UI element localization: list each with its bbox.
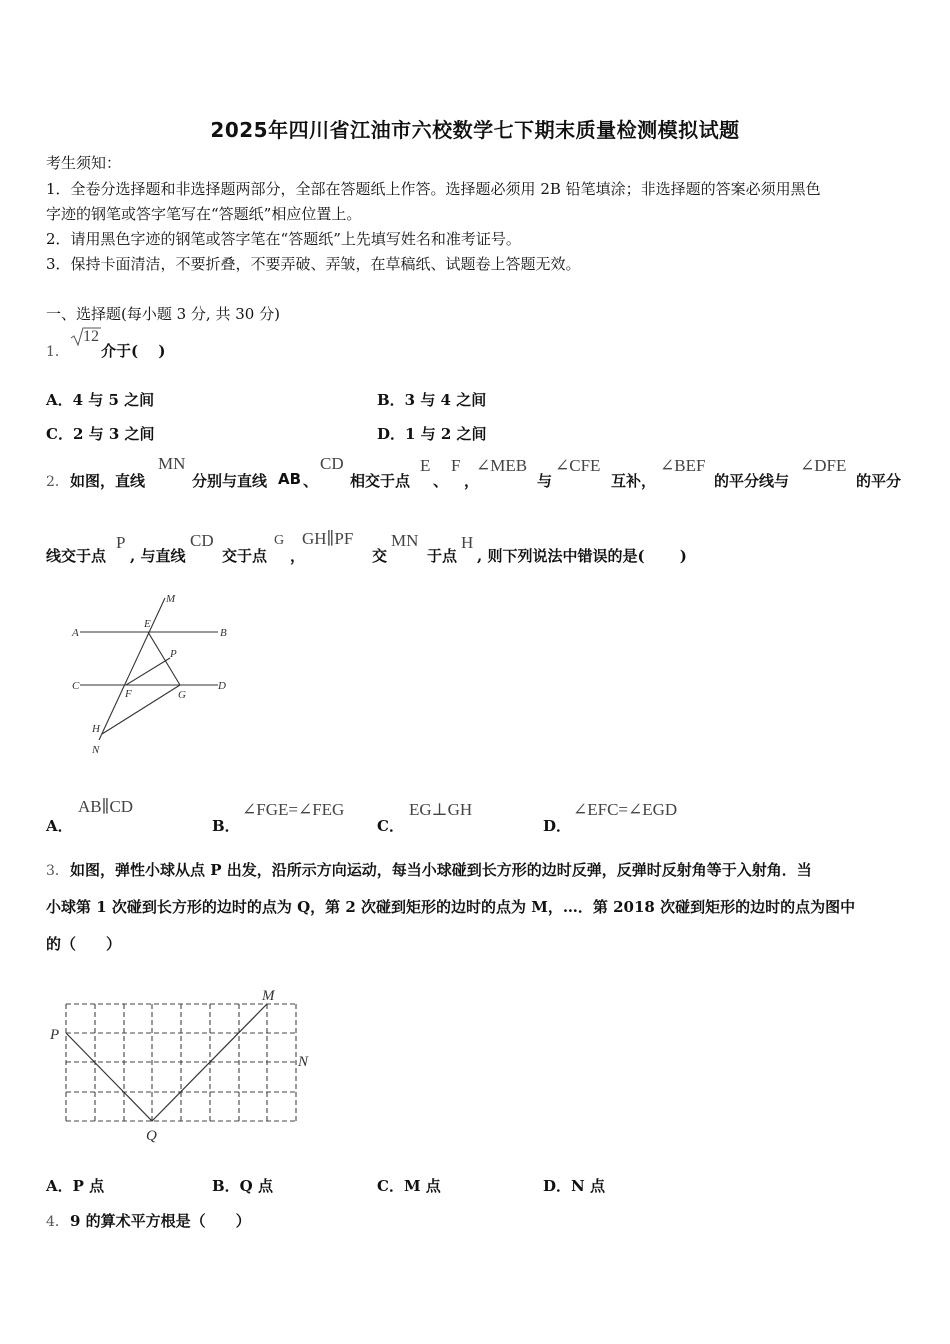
label-m: M: [262, 988, 275, 1004]
label-h: H: [92, 723, 100, 735]
notice-line-3: 3．保持卡面清洁，不要折叠，不要弄破、弄皱，在草稿纸、试题卷上答题无效。: [46, 255, 581, 273]
label-g: G: [178, 689, 186, 701]
q3-number: 3．: [46, 863, 69, 879]
q2-option-b-label: B．: [212, 817, 240, 835]
q2-math: P: [116, 533, 126, 552]
q3-option-a: A．P 点: [46, 1177, 105, 1195]
q1-option-b: B．3 与 4 之间: [377, 391, 487, 409]
q2-math: F: [451, 456, 461, 475]
q2-math: H: [461, 533, 474, 552]
q3-option-c: C．M 点: [377, 1177, 441, 1195]
notice-line-1a: 1．全卷分选择题和非选择题两部分，全部在答题纸上作答。选择题必须用 2B 铅笔填涂；非选择题的答案必须用黑色: [46, 180, 821, 198]
q2-text: 线交于点: [46, 547, 107, 565]
q2-text: 、: [303, 472, 319, 490]
label-a: A: [72, 627, 79, 639]
notice-line-1b: 字迹的钢笔或答字笔写在“答题纸”相应位置上。: [46, 205, 362, 223]
q2-math: CD: [190, 531, 214, 550]
q2-text: 相交于点: [350, 472, 411, 490]
q2-text: 交于点: [222, 547, 268, 565]
label-m: M: [166, 593, 176, 605]
q2-text: 与: [537, 472, 553, 490]
q2-option-a-label: A．: [46, 817, 73, 835]
q2-option-d-math: ∠EFC=∠EGD: [573, 800, 678, 819]
label-d: D: [218, 680, 226, 692]
q2-math: GH∥PF: [302, 529, 354, 548]
page-title: 2025年四川省江油市六校数学七下期末质量检测模拟试题: [210, 118, 740, 142]
q2-text: ，: [290, 547, 306, 565]
label-p: P: [170, 648, 177, 660]
q2-text: 如图，直线: [70, 472, 146, 490]
q3-line-2: 小球第 1 次碰到长方形的边时的点为 Q，第 2 次碰到矩形的边时的点为 M，…．第 2018 次碰到矩形的边时的点为图中: [46, 898, 856, 916]
q2-option-a-math: AB∥CD: [78, 797, 134, 816]
q2-text: , 则下列说法中错误的是( ): [477, 547, 687, 565]
notice-heading: 考生须知：: [46, 154, 122, 172]
section-heading: 一、选择题(每小题 3 分, 共 30 分): [46, 305, 280, 323]
q2-math: ∠CFE: [555, 456, 601, 475]
line-mn: [99, 598, 165, 740]
q2-math: G: [274, 533, 285, 548]
q1-option-c: C．2 与 3 之间: [46, 425, 155, 443]
q1-number: 1．: [46, 344, 69, 360]
segment-fp: [126, 658, 170, 685]
label-p: P: [50, 1027, 60, 1043]
label-n: N: [92, 744, 100, 756]
q2-math: MN: [391, 531, 419, 550]
label-n: N: [298, 1054, 309, 1070]
q4-text: 9 的算术平方根是（ ）: [70, 1212, 251, 1230]
q3-line-3: 的（ ）: [46, 935, 122, 953]
label-q: Q: [146, 1128, 157, 1144]
notice-line-2: 2．请用黑色字迹的钢笔或答字笔在“答题纸”上先填写姓名和准考证号。: [46, 230, 521, 248]
q2-option-c-label: C．: [377, 817, 404, 835]
q2-math: E: [420, 456, 431, 475]
q2-number: 2．: [46, 474, 69, 490]
q2-text: 互补，: [611, 472, 657, 490]
q2-math: ∠DFE: [800, 456, 847, 475]
q2-text: , 与直线: [130, 547, 186, 565]
q2-text: 分别与直线: [192, 472, 268, 490]
q2-text: 、: [433, 472, 449, 490]
q3-option-d: D．N 点: [543, 1177, 605, 1195]
radicand: 12: [83, 328, 99, 345]
q2-text: ，: [464, 472, 480, 490]
q3-option-b: B．Q 点: [212, 1177, 273, 1195]
q2-math: ∠MEB: [476, 456, 528, 475]
q2-math: ∠BEF: [660, 456, 706, 475]
q1-option-d: D．1 与 2 之间: [377, 425, 487, 443]
q3-line-1: 如图，弹性小球从点 P 出发，沿所示方向运动，每当小球碰到长方形的边时反弹，反弹时反射角等于入射角．当: [70, 861, 812, 879]
q4-number: 4．: [46, 1214, 69, 1230]
q2-figure: [60, 588, 250, 760]
label-f: F: [125, 688, 132, 700]
label-b: B: [220, 627, 227, 639]
q1-option-a: A．4 与 5 之间: [46, 391, 155, 409]
q2-option-c-math: EG⊥GH: [409, 800, 473, 819]
grid: [66, 1004, 296, 1121]
q2-text: AB: [278, 470, 302, 488]
q2-option-d-label: D．: [543, 817, 572, 835]
q1-text: 介于( ): [101, 342, 166, 360]
q3-figure: [44, 982, 324, 1147]
q2-math: MN: [158, 454, 186, 473]
label-c: C: [72, 680, 80, 692]
q2-text: 于点: [427, 547, 458, 565]
q2-text: 的平分: [856, 472, 902, 490]
q2-math: CD: [320, 454, 344, 473]
q2-option-b-math: ∠FGE=∠FEG: [242, 800, 345, 819]
q2-text: 交: [372, 547, 388, 565]
label-e: E: [144, 618, 151, 630]
q2-text: 的平分线与: [714, 472, 790, 490]
